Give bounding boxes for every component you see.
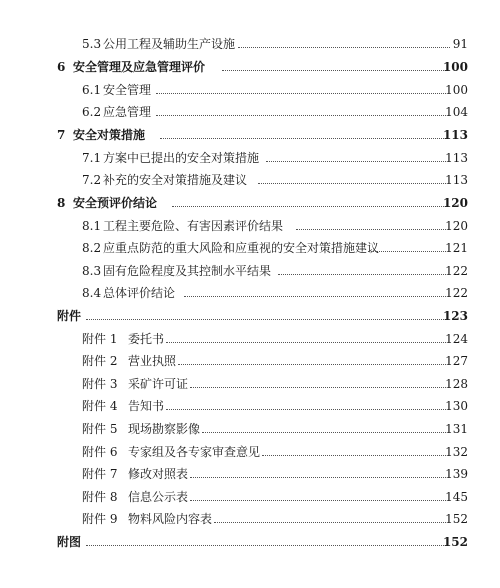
toc-entry-number: 8 xyxy=(57,196,66,210)
dot-leader xyxy=(190,477,446,478)
toc-entry-8-2[interactable] xyxy=(0,238,500,258)
toc-entry-7-2[interactable] xyxy=(0,170,500,190)
toc-entry-page: 132 xyxy=(445,445,468,459)
dot-leader xyxy=(166,409,446,410)
toc-entry-title: 安全管理 xyxy=(103,83,152,97)
toc-entry-number: 6.2 xyxy=(82,105,102,119)
toc-entry-6-1[interactable] xyxy=(0,80,500,100)
dot-leader xyxy=(160,138,446,139)
toc-entry-attachment-6[interactable] xyxy=(0,442,500,462)
toc-entry-title: 物料风险内容表 xyxy=(128,512,213,526)
toc-entry-attachment-8[interactable] xyxy=(0,487,500,507)
toc-entry-number: 8.4 xyxy=(82,286,102,300)
dot-leader xyxy=(156,93,446,94)
toc-entry-number: 附件 3 xyxy=(82,377,118,391)
dot-leader xyxy=(86,545,446,546)
toc-entry-attachment-4[interactable] xyxy=(0,396,500,416)
toc-entry-number: 7.2 xyxy=(82,173,102,187)
dot-leader xyxy=(222,70,446,71)
toc-entry-page: 130 xyxy=(445,399,468,413)
toc-entry-page: 113 xyxy=(445,173,468,187)
dot-leader xyxy=(86,319,446,320)
toc-entry-title: 专家组及各专家审查意见 xyxy=(128,445,261,459)
toc-entry-attachment-5[interactable] xyxy=(0,419,500,439)
toc-entry-page: 91 xyxy=(452,37,468,51)
dot-leader xyxy=(184,296,446,297)
toc-entry-8[interactable] xyxy=(0,193,500,213)
toc-entry-title: 附图 xyxy=(57,535,82,549)
toc-entry-number: 7.1 xyxy=(82,151,102,165)
toc-entry-title: 应重点防范的重大风险和应重视的安全对策措施建议 xyxy=(103,241,380,255)
toc-entry-page: 127 xyxy=(445,354,468,368)
toc-entry-number: 附件 1 xyxy=(82,332,118,346)
toc-entry-title: 安全管理及应急管理评价 xyxy=(73,60,206,74)
toc-entry-number: 7 xyxy=(57,128,66,142)
toc-entry-7-1[interactable] xyxy=(0,148,500,168)
toc-entry-number: 附件 7 xyxy=(82,467,118,481)
toc-entry-number: 附件 9 xyxy=(82,512,118,526)
dot-leader xyxy=(278,274,446,275)
dot-leader xyxy=(238,47,450,48)
toc-entry-page: 128 xyxy=(445,377,468,391)
dot-leader xyxy=(266,161,446,162)
dot-leader xyxy=(262,455,446,456)
toc-entry-attachment-2[interactable] xyxy=(0,351,500,371)
toc-entry-attachment-7[interactable] xyxy=(0,464,500,484)
toc-entry-page: 122 xyxy=(445,286,468,300)
toc-entry-8-1[interactable] xyxy=(0,216,500,236)
toc-entry-title: 采矿许可证 xyxy=(128,377,189,391)
toc-entry-page: 113 xyxy=(445,151,468,165)
toc-entry-title: 安全预评价结论 xyxy=(73,196,158,210)
toc-entry-page: 145 xyxy=(445,490,468,504)
dot-leader xyxy=(172,206,446,207)
toc-entry-number: 8.3 xyxy=(82,264,102,278)
toc-entry-title: 现场勘察影像 xyxy=(128,422,201,436)
dot-leader xyxy=(166,342,446,343)
dot-leader xyxy=(190,500,446,501)
toc-entry-number: 6 xyxy=(57,60,66,74)
toc-entry-page: 152 xyxy=(445,512,468,526)
toc-entry-page: 124 xyxy=(445,332,468,346)
toc-entry-7[interactable] xyxy=(0,125,500,145)
toc-entry-attachments[interactable] xyxy=(0,306,500,326)
toc-entry-page: 113 xyxy=(442,128,468,142)
toc-entry-title: 委托书 xyxy=(128,332,165,346)
toc-entry-page: 122 xyxy=(445,264,468,278)
toc-entry-number: 5.3 xyxy=(82,37,102,51)
toc-entry-5-3[interactable] xyxy=(0,34,500,54)
toc-entry-6[interactable] xyxy=(0,57,500,77)
toc-entry-number: 附件 8 xyxy=(82,490,118,504)
toc-entry-title: 修改对照表 xyxy=(128,467,189,481)
toc-entry-title: 应急管理 xyxy=(103,105,152,119)
toc-entry-page: 152 xyxy=(442,535,468,549)
toc-entry-page: 139 xyxy=(445,467,468,481)
dot-leader xyxy=(296,229,446,230)
toc-entry-attachment-9[interactable] xyxy=(0,509,500,529)
toc-entry-title: 公用工程及辅助生产设施 xyxy=(103,37,236,51)
dot-leader xyxy=(190,387,446,388)
toc-entry-number: 附件 4 xyxy=(82,399,118,413)
dot-leader xyxy=(258,183,446,184)
toc-entry-title: 告知书 xyxy=(128,399,165,413)
dot-leader xyxy=(156,115,446,116)
toc-entry-page: 123 xyxy=(442,309,468,323)
toc-entry-title: 附件 xyxy=(57,309,82,323)
dot-leader xyxy=(178,364,446,365)
toc-entry-page: 121 xyxy=(445,241,468,255)
toc-entry-page: 100 xyxy=(445,83,468,97)
toc-entry-title: 固有危险程度及其控制水平结果 xyxy=(103,264,272,278)
toc-entry-title: 工程主要危险、有害因素评价结果 xyxy=(103,219,284,233)
toc-entry-page: 120 xyxy=(442,196,468,210)
dot-leader xyxy=(214,522,446,523)
toc-entry-6-2[interactable] xyxy=(0,102,500,122)
toc-entry-title: 信息公示表 xyxy=(128,490,189,504)
toc-entry-figures[interactable] xyxy=(0,532,500,552)
toc-entry-page: 104 xyxy=(445,105,468,119)
toc-entry-8-3[interactable] xyxy=(0,261,500,281)
toc-entry-title: 补充的安全对策措施及建议 xyxy=(103,173,248,187)
toc-entry-attachment-1[interactable] xyxy=(0,329,500,349)
toc-entry-number: 附件 6 xyxy=(82,445,118,459)
toc-entry-title: 方案中已提出的安全对策措施 xyxy=(103,151,260,165)
toc-entry-page: 120 xyxy=(445,219,468,233)
toc-entry-title: 总体评价结论 xyxy=(103,286,176,300)
toc-entry-title: 安全对策措施 xyxy=(73,128,146,142)
toc-entry-number: 6.1 xyxy=(82,83,102,97)
toc-entry-page: 100 xyxy=(442,60,468,74)
toc-entry-page: 131 xyxy=(445,422,468,436)
toc-entry-number: 8.1 xyxy=(82,219,102,233)
toc-entry-title: 营业执照 xyxy=(128,354,177,368)
toc-entry-8-4[interactable] xyxy=(0,283,500,303)
toc-entry-number: 附件 2 xyxy=(82,354,118,368)
toc-entry-number: 8.2 xyxy=(82,241,102,255)
toc-entry-number: 附件 5 xyxy=(82,422,118,436)
dot-leader xyxy=(202,432,446,433)
toc-entry-attachment-3[interactable] xyxy=(0,374,500,394)
